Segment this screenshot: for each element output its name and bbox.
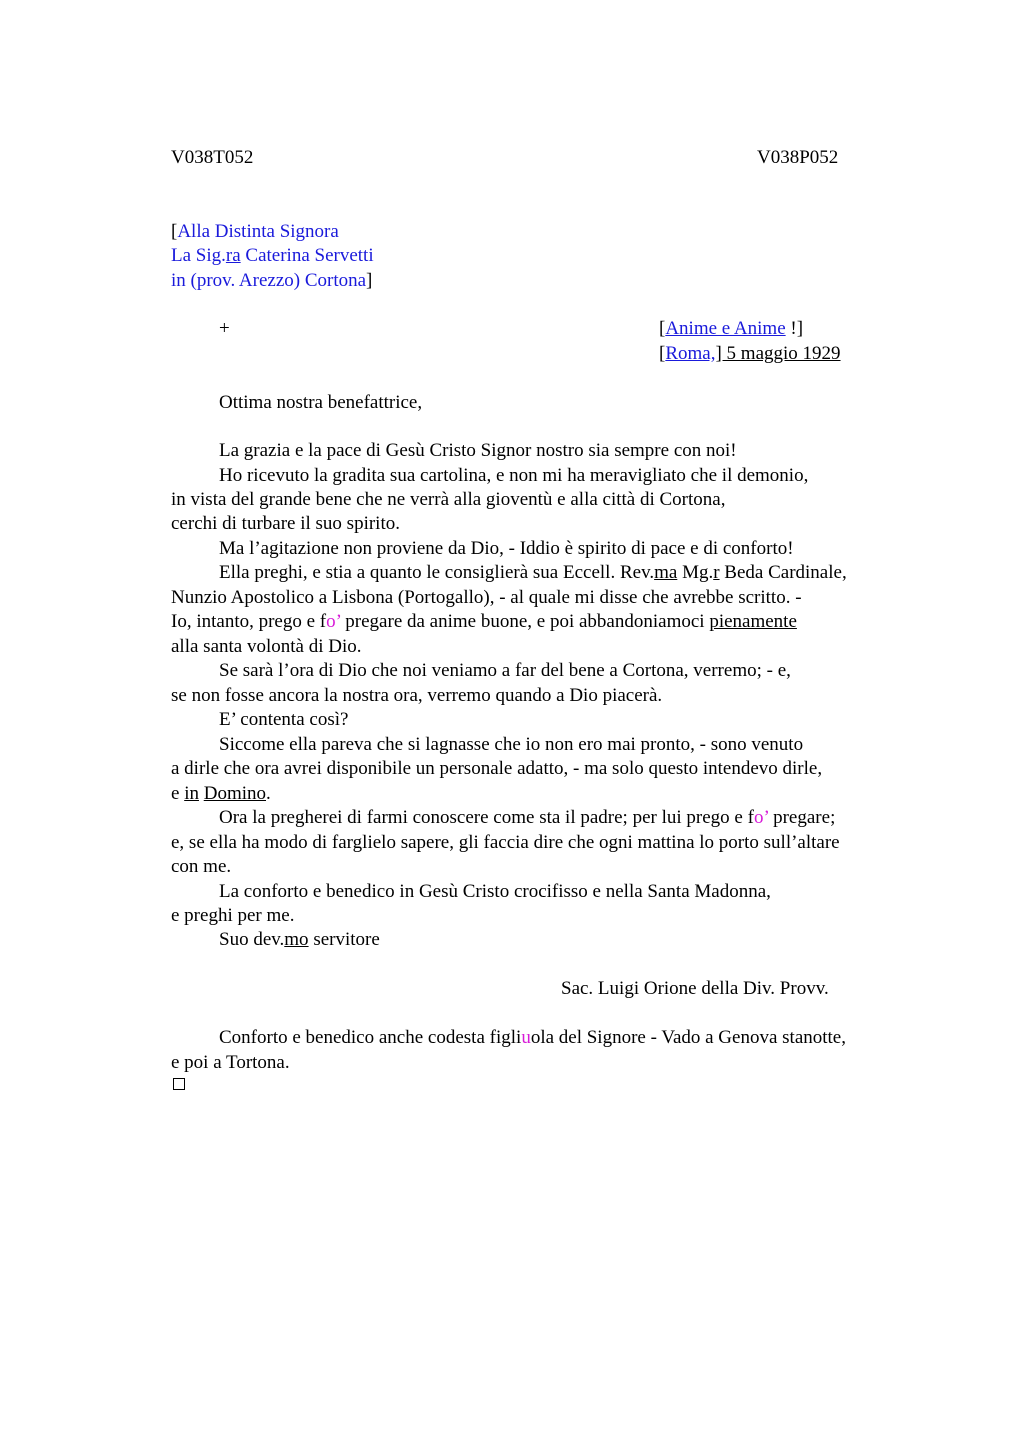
salutation: Ottima nostra benefattrice, bbox=[219, 392, 423, 413]
editorial-correction: o’ bbox=[326, 611, 341, 632]
body-line: e, se ella ha modo di farglielo sapere, gli faccia dire che ogni mattina lo porto sull’altare bbox=[171, 832, 840, 853]
address-recipient-title: Alla Distinta Signora bbox=[177, 221, 339, 242]
cross-symbol: + bbox=[219, 318, 230, 339]
body-line: a dirle che ora avrei disponibile un personale adatto, - ma solo questo intendevo dirle, bbox=[171, 758, 823, 779]
postscript-line: Conforto e benedico anche codesta figliuola del Signore - Vado a Genova stanotte, bbox=[219, 1027, 846, 1048]
place-link[interactable]: Roma, bbox=[665, 343, 716, 364]
postscript-line: e poi a Tortona. bbox=[171, 1052, 290, 1073]
body-line: La conforto e benedico in Gesù Cristo crocifisso e nella Santa Madonna, bbox=[219, 881, 771, 902]
body-line: La grazia e la pace di Gesù Cristo Signor nostro sia sempre con noi! bbox=[219, 440, 737, 461]
archive-code-left: V038T052 bbox=[171, 147, 254, 168]
end-marker-square-icon bbox=[173, 1078, 185, 1090]
body-line: Ella preghi, e stia a quanto le consiglierà sua Eccell. Rev.ma Mg.r Beda Cardinale, bbox=[219, 562, 847, 583]
signature: Sac. Luigi Orione della Div. Provv. bbox=[561, 978, 829, 999]
body-line: cerchi di turbare il suo spirito. bbox=[171, 513, 400, 534]
body-line: Io, intanto, prego e fo’ pregare da anime buone, e poi abbandoniamoci pienamente bbox=[171, 611, 797, 632]
closing-line: Suo dev.mo servitore bbox=[219, 929, 380, 950]
body-line: E’ contenta così? bbox=[219, 709, 349, 730]
editorial-correction: u bbox=[521, 1027, 531, 1048]
archive-code-right: V038P052 bbox=[757, 147, 839, 168]
body-line: Ho ricevuto la gradita sua cartolina, e non mi ha meravigliato che il demonio, bbox=[219, 465, 809, 486]
body-line: Se sarà l’ora di Dio che noi veniamo a far del bene a Cortona, verremo; - e, bbox=[219, 660, 791, 681]
body-line: in vista del grande bene che ne verrà alla gioventù e alla città di Cortona, bbox=[171, 489, 726, 510]
address-line-1: [Alla Distinta Signora bbox=[171, 221, 339, 242]
motto-line: [Anime e Anime !] bbox=[659, 318, 804, 339]
address-line-3: in (prov. Arezzo) Cortona] bbox=[171, 270, 373, 291]
body-line: se non fosse ancora la nostra ora, verremo quando a Dio piacerà. bbox=[171, 685, 663, 706]
body-line: alla santa volontà di Dio. bbox=[171, 636, 362, 657]
body-line: Siccome ella pareva che si lagnasse che io non ero mai pronto, - sono venuto bbox=[219, 734, 804, 755]
body-line: e in Domino. bbox=[171, 783, 271, 804]
address-line-2: La Sig.ra Caterina Servetti bbox=[171, 245, 374, 266]
motto-link[interactable]: Anime e Anime bbox=[665, 318, 786, 339]
body-line: Nunzio Apostolico a Lisbona (Portogallo), - al quale mi disse che avrebbe scritto. - bbox=[171, 587, 802, 608]
body-line: Ma l’agitazione non proviene da Dio, - Iddio è spirito di pace e di conforto! bbox=[219, 538, 794, 559]
body-line: Ora la pregherei di farmi conoscere come sta il padre; per lui prego e fo’ pregare; bbox=[219, 807, 836, 828]
body-line: e preghi per me. bbox=[171, 905, 295, 926]
abbrev-ra: ra bbox=[225, 245, 241, 266]
body-line: con me. bbox=[171, 856, 232, 877]
date-line: [Roma,] 5 maggio 1929 bbox=[659, 343, 841, 364]
editorial-correction: o’ bbox=[753, 807, 769, 828]
letter-date: ] 5 maggio 1929 bbox=[715, 343, 841, 364]
